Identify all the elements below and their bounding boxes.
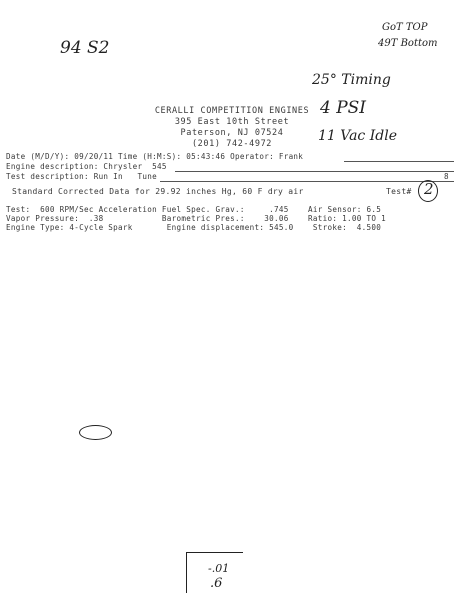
handwritten-test-number: 2: [424, 180, 434, 198]
handwritten-timing-note: 25° Timing: [312, 72, 391, 88]
company-phone: (201) 742-4972: [191, 139, 273, 149]
test-underline: [160, 181, 454, 182]
operator-underline: [344, 161, 454, 162]
test-number-circle: [418, 180, 438, 202]
handwritten-bottom-mark-2: .6: [210, 576, 223, 591]
handwritten-engine-note: 94 S2: [60, 38, 110, 58]
spec-line-1: Test: 600 RPM/Sec Acceleration Fuel Spec. Grav.: .745 Air Sensor: 6.5: [6, 205, 382, 214]
handwritten-psi-note: 4 PSI: [320, 98, 367, 118]
handwritten-top-note: GoT TOP: [382, 22, 428, 33]
handwritten-bracket: [186, 552, 243, 593]
company-city: Paterson, NJ 07524: [180, 128, 284, 138]
date-line: Date (M/D/Y): 09/20/11 Time (H:M:S): 05:43:46 Operator: Frank: [6, 152, 304, 161]
standard-corrected-line: Standard Corrected Data for 29.92 inches Hg, 60 F dry air: [12, 187, 304, 196]
test-description: Test description: Run In Tune: [6, 172, 158, 181]
test-desc-tail: 8: [444, 172, 449, 181]
peak-power-circle: [79, 425, 112, 440]
handwritten-bottom-mark-1: -.01: [208, 562, 230, 575]
engine-underline: [175, 171, 454, 172]
spec-line-3: Engine Type: 4-Cycle Spark Engine displacement: 545.0 Stroke: 4.500: [6, 223, 382, 232]
company-address: 395 East 10th Street: [174, 117, 290, 127]
company-name: CERALLI COMPETITION ENGINES: [154, 106, 310, 116]
engine-description: Engine description: Chrysler 545: [6, 162, 167, 171]
handwritten-bottom-note: 49T Bottom: [378, 38, 438, 49]
spec-line-2: Vapor Pressure: .38 Barometric Pres.: 30.06 Ratio: 1.00 TO 1: [6, 214, 387, 223]
handwritten-vac-note: 11 Vac Idle: [318, 128, 397, 144]
test-number-label: Test#: [386, 187, 412, 196]
